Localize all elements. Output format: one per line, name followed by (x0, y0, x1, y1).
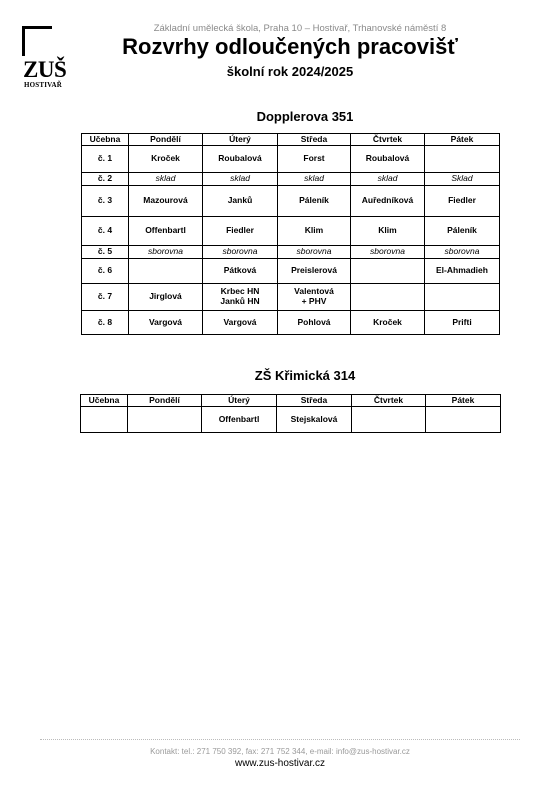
logo-subtext: HOSTIVAŘ (24, 81, 63, 89)
footer-contact: Kontakt: tel.: 271 750 392, fax: 271 752 344, e-mail: info@zus-hostivar.cz (150, 747, 410, 756)
wednesday-cell (278, 284, 351, 311)
friday-cell: Prifti (425, 311, 500, 335)
room-cell: č. 4 (82, 217, 129, 246)
room-cell: č. 3 (82, 186, 129, 217)
school-logo (22, 26, 84, 92)
col-header-friday: Pátek (425, 134, 500, 146)
friday-cell: sborovna (425, 246, 500, 259)
table-row (82, 186, 500, 217)
table-header-row (81, 395, 501, 407)
col-header-monday: Pondělí (128, 395, 202, 407)
wednesday-cell: Páleník (278, 186, 351, 217)
tuesday-cell: Fiedler (203, 217, 278, 246)
wednesday-line-2: + PHV (301, 296, 327, 306)
wednesday-cell: Klim (278, 217, 351, 246)
krimicka-schedule-table (80, 394, 501, 433)
table-row (82, 217, 500, 246)
tuesday-cell: Pátková (203, 259, 278, 284)
room-cell: č. 2 (82, 173, 129, 186)
wednesday-cell: sklad (278, 173, 351, 186)
dopplerova-schedule-table (81, 133, 500, 335)
col-header-room: Učebna (81, 395, 128, 407)
monday-cell: sklad (129, 173, 203, 186)
thursday-cell: Kroček (351, 311, 425, 335)
friday-cell (426, 407, 501, 433)
monday-cell: Offenbartl (129, 217, 203, 246)
tuesday-cell: sborovna (203, 246, 278, 259)
wednesday-line-1: Valentová (294, 286, 334, 297)
friday-cell: Sklad (425, 173, 500, 186)
thursday-cell: Klim (351, 217, 425, 246)
friday-cell: El-Ahmadieh (425, 259, 500, 284)
room-cell: č. 1 (82, 146, 129, 173)
thursday-cell (351, 259, 425, 284)
footer-divider (40, 739, 520, 740)
tuesday-cell: Roubalová (203, 146, 278, 173)
wednesday-cell: Preislerová (278, 259, 351, 284)
monday-cell: Kroček (129, 146, 203, 173)
table-row (82, 259, 500, 284)
thursday-cell (351, 284, 425, 311)
col-header-wednesday: Středa (278, 134, 351, 146)
col-header-wednesday: Středa (277, 395, 352, 407)
thursday-cell (352, 407, 426, 433)
col-header-tuesday: Úterý (202, 395, 277, 407)
col-header-room: Učebna (82, 134, 129, 146)
col-header-monday: Pondělí (129, 134, 203, 146)
monday-cell: Mazourová (129, 186, 203, 217)
tuesday-cell (203, 284, 278, 311)
col-header-thursday: Čtvrtek (351, 134, 425, 146)
tuesday-line-2: Janků HN (220, 296, 260, 306)
monday-cell (129, 259, 203, 284)
page-title: Rozvrhy odloučených pracovišť (122, 34, 458, 59)
tuesday-cell: Offenbartl (202, 407, 277, 433)
monday-cell (128, 407, 202, 433)
room-cell: č. 7 (82, 284, 129, 311)
footer-website-link[interactable]: www.zus-hostivar.cz (234, 758, 326, 769)
tuesday-cell: Vargová (203, 311, 278, 335)
table-row (82, 311, 500, 335)
friday-cell (425, 284, 500, 311)
section-title-dopplerova: Dopplerova 351 (256, 109, 354, 124)
section-title-krimicka: ZŠ Křimická 314 (254, 368, 356, 383)
tuesday-line-1: Krbec HN (220, 286, 260, 297)
school-year: školní rok 2024/2025 (226, 64, 354, 79)
friday-cell: Páleník (425, 217, 500, 246)
table-row (81, 407, 501, 433)
col-header-tuesday: Úterý (203, 134, 278, 146)
room-cell: č. 6 (82, 259, 129, 284)
wednesday-cell: Forst (278, 146, 351, 173)
friday-cell: Fiedler (425, 186, 500, 217)
logo-text: ZUŠ (23, 57, 67, 82)
monday-cell: Vargová (129, 311, 203, 335)
table-row (82, 173, 500, 186)
table-row (82, 246, 500, 259)
tuesday-cell: sklad (203, 173, 278, 186)
wednesday-cell: Stejskalová (277, 407, 352, 433)
room-cell (81, 407, 128, 433)
room-cell: č. 8 (82, 311, 129, 335)
col-header-friday: Pátek (426, 395, 501, 407)
room-cell: č. 5 (82, 246, 129, 259)
table-row (82, 146, 500, 173)
friday-cell (425, 146, 500, 173)
col-header-thursday: Čtvrtek (352, 395, 426, 407)
thursday-cell: Auředníková (351, 186, 425, 217)
thursday-cell: Roubalová (351, 146, 425, 173)
table-row (82, 284, 500, 311)
wednesday-cell: Pohlová (278, 311, 351, 335)
table-header-row (82, 134, 500, 146)
school-address: Základní umělecká škola, Praha 10 – Hostivař, Trhanovské náměstí 8 (153, 23, 447, 34)
wednesday-cell: sborovna (278, 246, 351, 259)
thursday-cell: sklad (351, 173, 425, 186)
monday-cell: Jirglová (129, 284, 203, 311)
tuesday-cell: Janků (203, 186, 278, 217)
thursday-cell: sborovna (351, 246, 425, 259)
monday-cell: sborovna (129, 246, 203, 259)
